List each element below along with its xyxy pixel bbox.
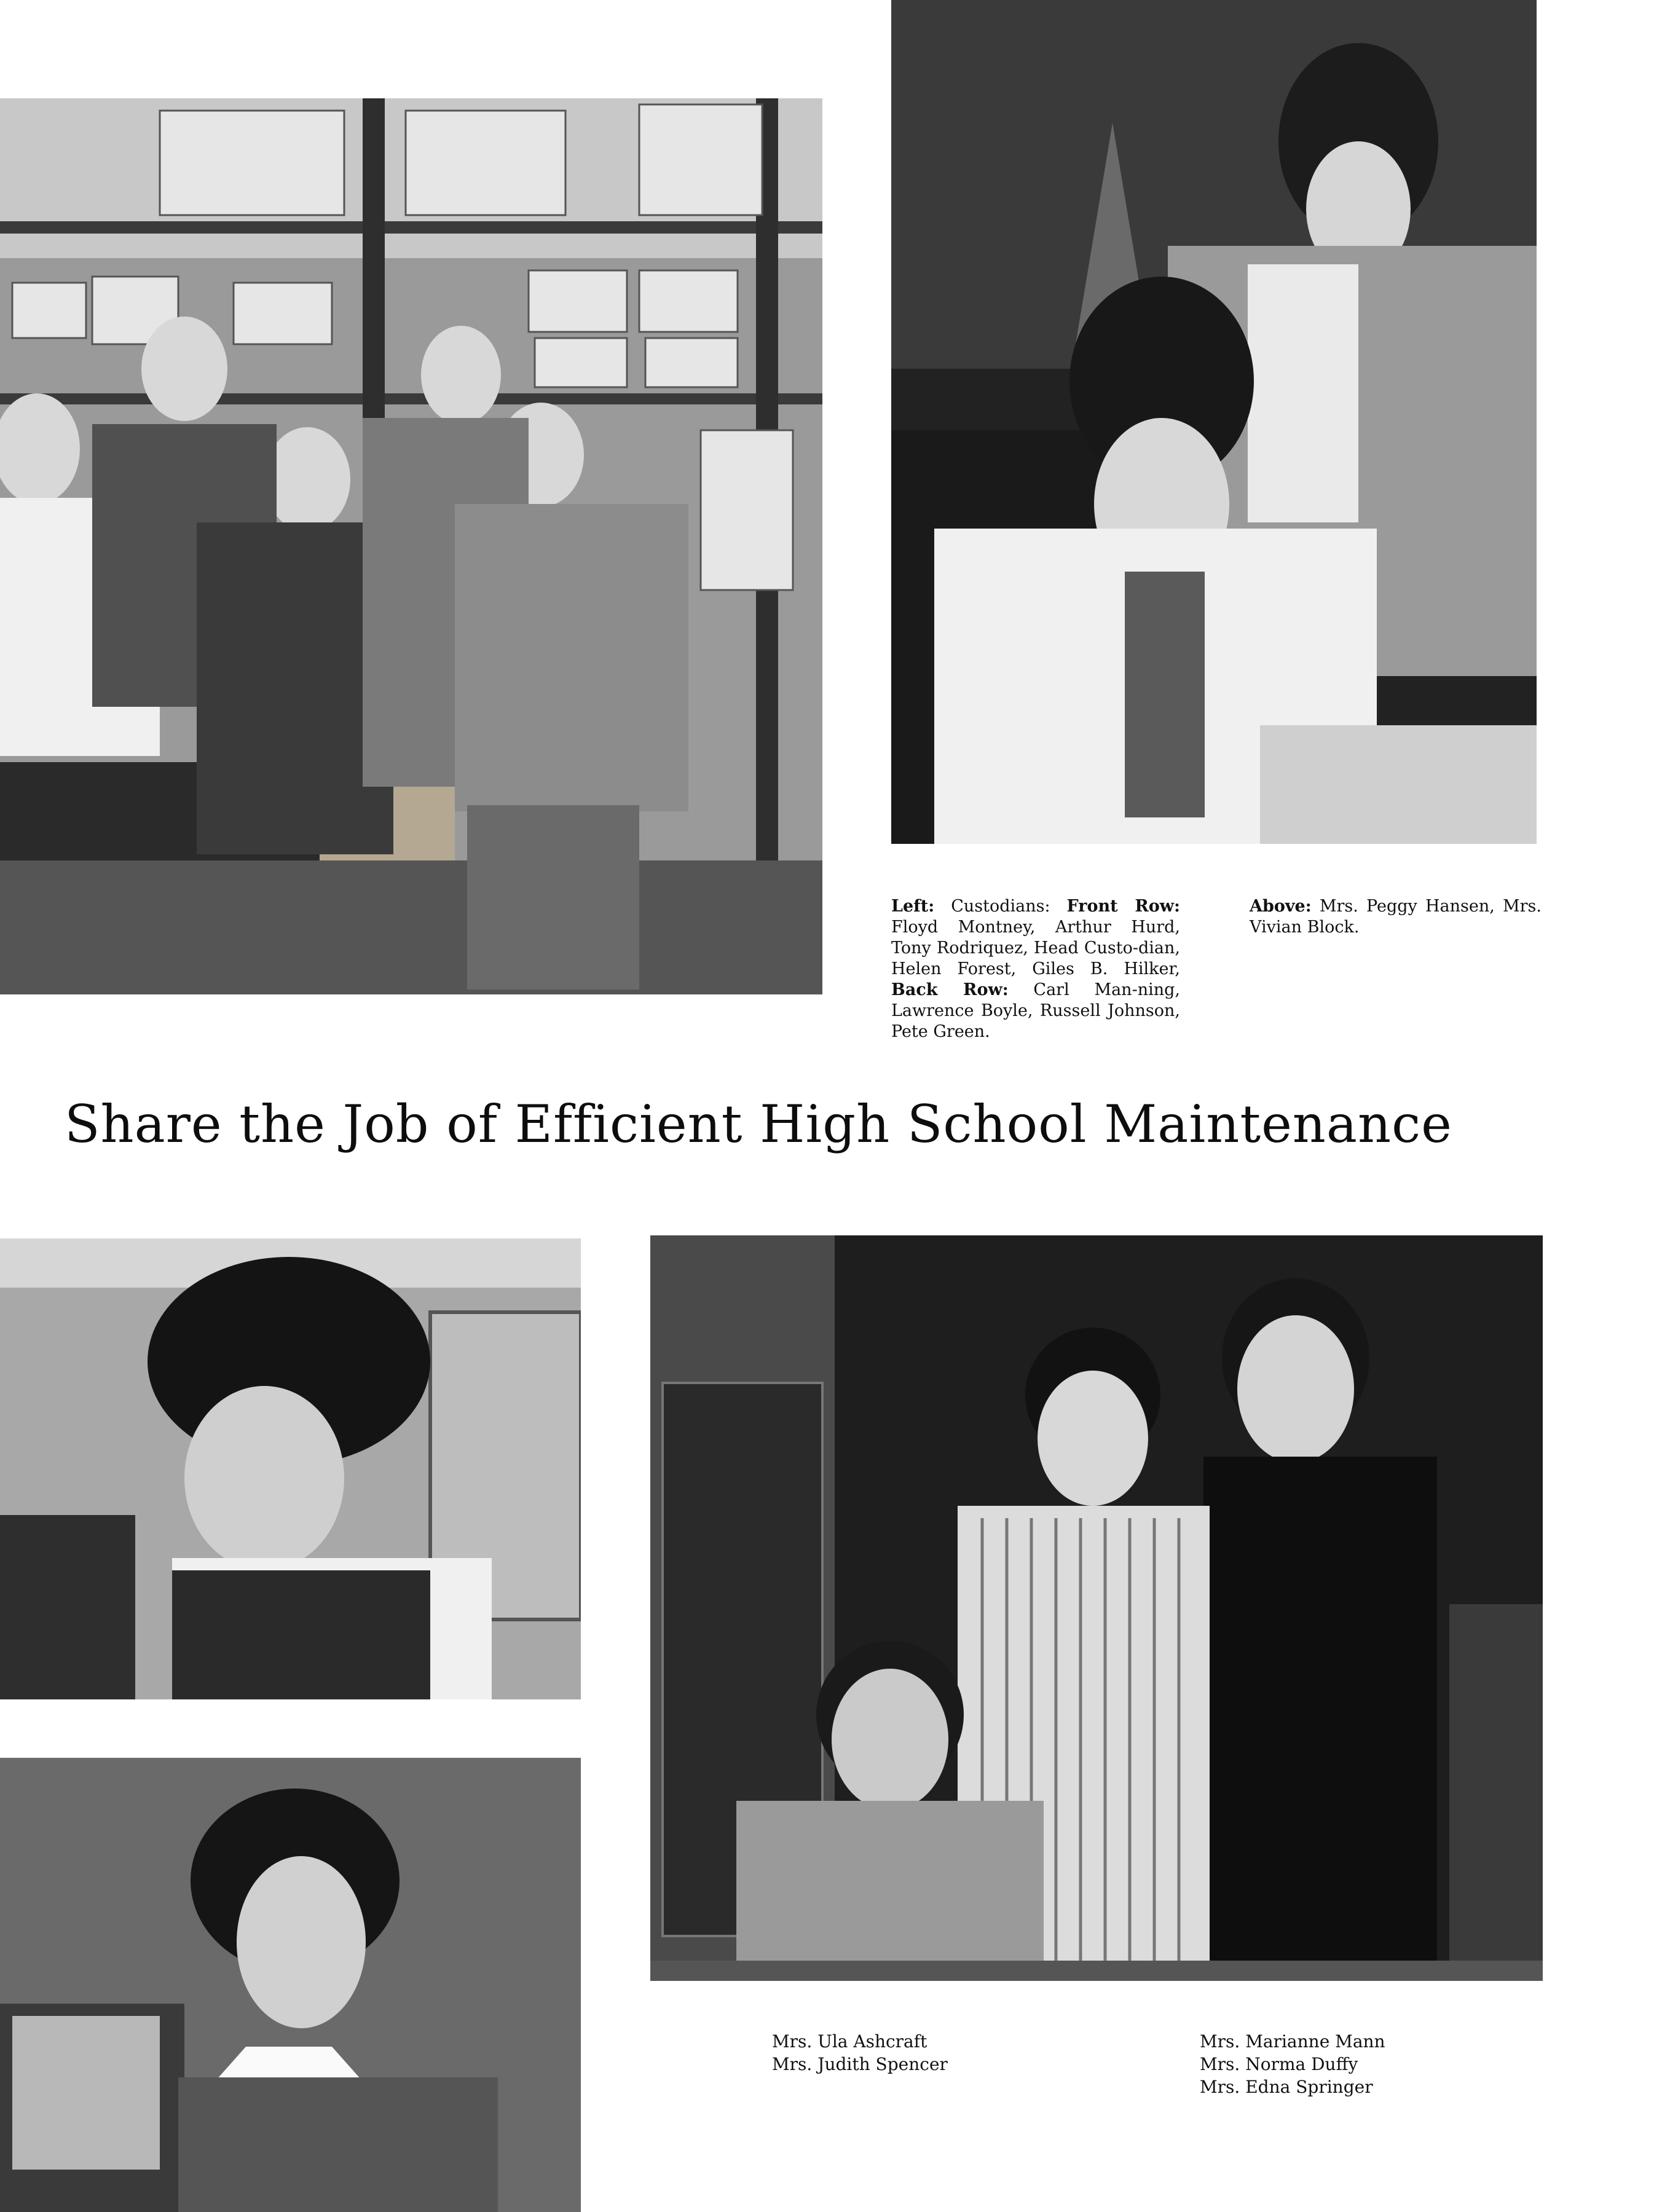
typist-photo-image [0,1758,581,2212]
page-headline: Share the Job of Efficient High School Maintenance [65,1094,1452,1154]
custodians-photo-image [0,98,822,994]
hansen-block-photo [891,0,1537,844]
name-line: Mrs. Marianne Mann [1200,2031,1385,2052]
caption-above-label: Above: [1250,897,1312,916]
bouffant-woman-photo-image [0,1238,581,1699]
caption-front-row-names: Floyd Montney, Arthur Hurd, Tony Rodriquez, Head Custo-dian, Helen Forest, Giles B. Hilker, [891,918,1180,978]
typist-photo [0,1758,581,2212]
bouffant-woman-photo [0,1238,581,1699]
caption-above-names: Mrs. Peggy Hansen, Mrs. Vivian Block. [1250,897,1542,937]
name-line: Mrs. Norma Duffy [1200,2054,1358,2074]
left-photo-caption [891,896,1180,1042]
caption-front-row-label: Front Row: [1066,897,1180,916]
names-group-left [772,2030,948,2076]
caption-left-label: Left: [891,897,935,916]
name-line: Mrs. Judith Spencer [772,2054,948,2074]
name-line: Mrs. Edna Springer [1200,2077,1373,2097]
office-trio-photo-image [650,1235,1543,1981]
above-photo-caption [1250,896,1542,938]
custodians-photo [0,98,822,994]
names-group-right [1200,2030,1385,2098]
caption-group: Custodians: [951,897,1050,916]
caption-back-row-label: Back Row: [891,980,1009,999]
office-trio-photo [650,1235,1543,1981]
hansen-block-photo-image [891,0,1537,844]
caption-back-row-names: Carl Man-ning, Lawrence Boyle, Russell Johnson, Pete Green. [891,980,1180,1041]
name-line: Mrs. Ula Ashcraft [772,2031,927,2052]
